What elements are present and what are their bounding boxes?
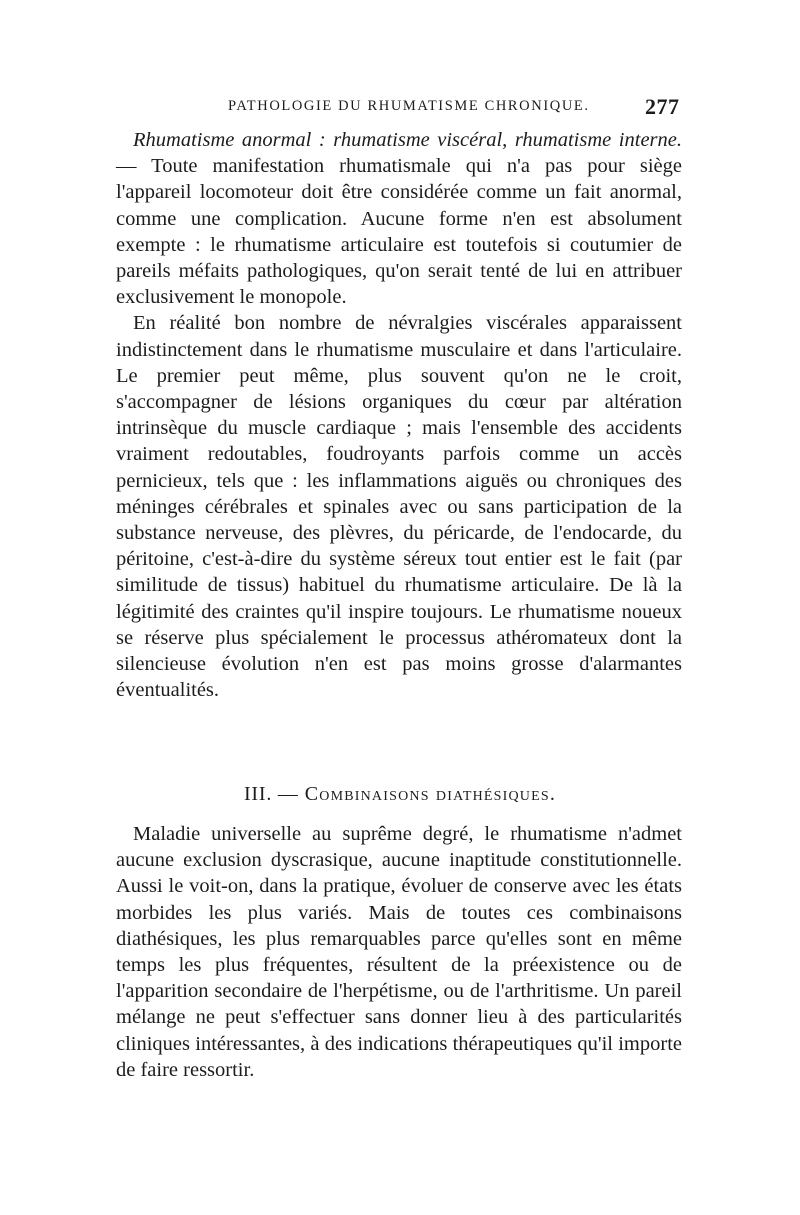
paragraph-maladie-universelle: Maladie universelle au suprême degré, le rhumatisme n'admet aucune exclusion dyscrasique, aucune inaptitude constitutionnelle. Aussi le voit-on, dans la pratique, évoluer de conserve avec les états morbides les plus variés. Mais de toutes ces combinaisons diathésiques, les plus remarquables parce qu'elles sont en même temps les plus fréquentes, résultent de la préexistence ou de l'apparition secondaire de l'herpétisme, ou de l'arthritisme. Un pareil mélange ne peut s'effectuer sans donner lieu à des particularités cliniques intéressantes, à des indications thérapeutiques qu'il importe de faire ressortir.: [116, 823, 682, 1081]
section-title: Combinaisons diathésiques.: [304, 783, 557, 805]
paragraph-nevralgies-viscerales: En réalité bon nombre de névralgies viscérales apparaissent indistinctement dans le rhumatisme musculaire et dans l'articulaire. Le premier peut même, plus souvent qu'on ne le croit, s'accompagner de lésions organiques du cœur par altération intrinsèque du muscle cardiaque ; mais l'ensemble des accidents vraiment redoutables, foudroyants parfois comme un accès pernicieux, tels que : les inflammations aiguës ou chroniques des méninges cérébrales et spinales avec ou sans participation de la substance nerveuse, des plèvres, du péricarde, de l'endocarde, du péritoine, c'est-à-dire du système séreux tout entier est le fait (par similitude de tissus) habituel du rhumatisme articulaire. De là la légitimité des craintes qu'il inspire toujours. Le rhumatisme noueux se réserve plus spécialement le processus athéromateux dont la silencieuse évolution n'en est pas moins grosse d'alarmantes éventualités.: [116, 312, 682, 702]
section-heading-combinaisons: [0, 783, 800, 806]
section-rhumatisme-anormal: [116, 127, 682, 703]
paragraph-rhumatisme-anormal: [116, 127, 682, 310]
running-header: [0, 94, 800, 122]
italic-run-in-heading: Rhumatisme anormal : rhumatisme viscéral, rhumatisme interne.: [133, 129, 682, 151]
section-combinaisons-diathesiques: [116, 821, 682, 1083]
paragraph-body: — Toute manifestation rhumatismale qui n'a pas pour siège l'appareil locomoteur doit être considérée comme un fait anormal, comme une complication. Aucune forme n'en est absolument exempte : le rhumatisme articulaire est toutefois si coutumier de pareils méfaits pathologiques, qu'on serait tenté de lui en attribuer exclusivement le monopole.: [116, 155, 682, 309]
running-title: PATHOLOGIE DU RHUMATISME CHRONIQUE.: [228, 98, 590, 114]
section-numeral: III. —: [243, 783, 299, 805]
page-number: 277: [645, 94, 680, 119]
